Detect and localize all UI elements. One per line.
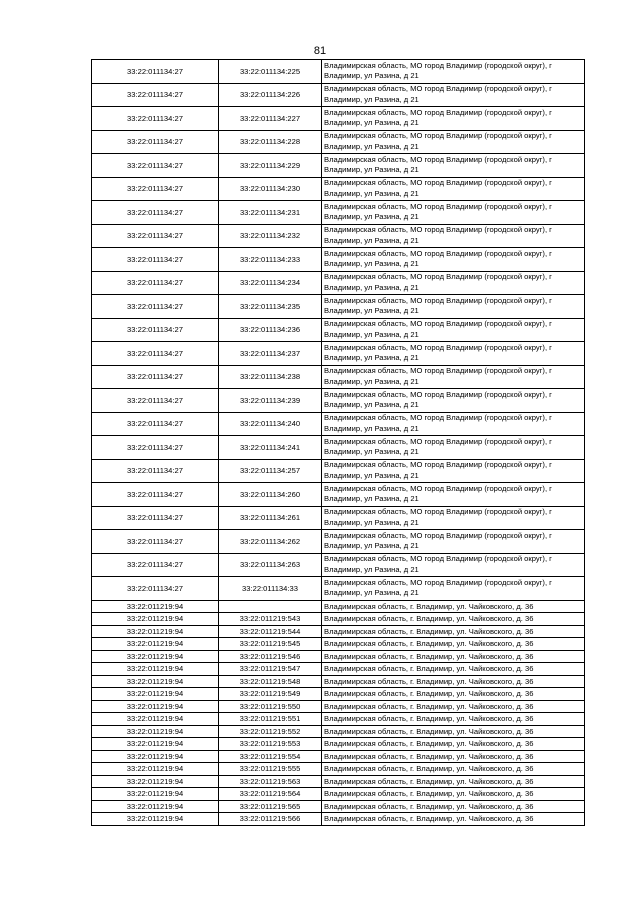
address-cell: Владимирская область, г. Владимир, ул. Чайковского, д. 36 (322, 800, 585, 813)
address-cell: Владимирская область, г. Владимир, ул. Чайковского, д. 36 (322, 663, 585, 676)
address-cell: Владимирская область, МО город Владимир (городской округ), г Владимир, ул Разина, д 21 (322, 60, 585, 84)
object-number-cell: 33:22:011134:232 (219, 224, 322, 248)
table-row (92, 813, 585, 826)
object-number-cell: 33:22:011134:229 (219, 154, 322, 178)
table-row (92, 688, 585, 701)
object-number-cell: 33:22:011219:547 (219, 663, 322, 676)
parcel-number-cell: 33:22:011134:27 (92, 412, 219, 436)
object-number-cell: 33:22:011134:236 (219, 318, 322, 342)
object-number-cell: 33:22:011219:564 (219, 788, 322, 801)
parcel-number-cell: 33:22:011134:27 (92, 177, 219, 201)
table-row (92, 365, 585, 389)
table-row (92, 177, 585, 201)
object-number-cell: 33:22:011134:241 (219, 436, 322, 460)
address-cell: Владимирская область, МО город Владимир (городской округ), г Владимир, ул Разина, д 21 (322, 154, 585, 178)
parcel-number-cell: 33:22:011134:27 (92, 577, 219, 601)
address-cell: Владимирская область, МО город Владимир (городской округ), г Владимир, ул Разина, д 21 (322, 224, 585, 248)
address-cell: Владимирская область, МО город Владимир (городской округ), г Владимир, ул Разина, д 21 (322, 506, 585, 530)
address-cell: Владимирская область, г. Владимир, ул. Чайковского, д. 36 (322, 625, 585, 638)
object-number-cell: 33:22:011134:228 (219, 130, 322, 154)
address-cell: Владимирская область, г. Владимир, ул. Чайковского, д. 36 (322, 675, 585, 688)
parcel-number-cell: 33:22:011134:27 (92, 271, 219, 295)
object-number-cell: 33:22:011134:238 (219, 365, 322, 389)
parcel-number-cell: 33:22:011134:27 (92, 342, 219, 366)
object-number-cell: 33:22:011134:231 (219, 201, 322, 225)
object-number-cell: 33:22:011134:235 (219, 295, 322, 319)
object-number-cell: 33:22:011219:566 (219, 813, 322, 826)
object-number-cell: 33:22:011219:548 (219, 675, 322, 688)
address-cell: Владимирская область, МО город Владимир (городской округ), г Владимир, ул Разина, д 21 (322, 295, 585, 319)
table-row (92, 788, 585, 801)
table-row (92, 342, 585, 366)
parcel-number-cell: 33:22:011134:27 (92, 224, 219, 248)
object-number-cell: 33:22:011134:261 (219, 506, 322, 530)
object-number-cell: 33:22:011219:565 (219, 800, 322, 813)
parcel-number-cell: 33:22:011219:94 (92, 725, 219, 738)
table-row (92, 271, 585, 295)
table-row (92, 638, 585, 651)
table-row (92, 663, 585, 676)
object-number-cell: 33:22:011219:549 (219, 688, 322, 701)
object-number-cell: 33:22:011219:546 (219, 650, 322, 663)
address-cell: Владимирская область, г. Владимир, ул. Чайковского, д. 36 (322, 775, 585, 788)
table-row (92, 248, 585, 272)
address-cell: Владимирская область, МО город Владимир (городской округ), г Владимир, ул Разина, д 21 (322, 248, 585, 272)
parcel-number-cell: 33:22:011134:27 (92, 318, 219, 342)
table-row (92, 130, 585, 154)
address-cell: Владимирская область, г. Владимир, ул. Чайковского, д. 36 (322, 650, 585, 663)
address-cell: Владимирская область, г. Владимир, ул. Чайковского, д. 36 (322, 700, 585, 713)
table-row (92, 60, 585, 84)
address-cell: Владимирская область, МО город Владимир (городской округ), г Владимир, ул Разина, д 21 (322, 389, 585, 413)
address-cell: Владимирская область, МО город Владимир (городской округ), г Владимир, ул Разина, д 21 (322, 177, 585, 201)
address-cell: Владимирская область, г. Владимир, ул. Чайковского, д. 36 (322, 613, 585, 626)
parcel-number-cell: 33:22:011219:94 (92, 750, 219, 763)
address-cell: Владимирская область, г. Владимир, ул. Чайковского, д. 36 (322, 813, 585, 826)
table-row (92, 530, 585, 554)
parcel-number-cell: 33:22:011134:27 (92, 107, 219, 131)
parcel-number-cell: 33:22:011219:94 (92, 663, 219, 676)
parcel-number-cell: 33:22:011219:94 (92, 700, 219, 713)
object-number-cell: 33:22:011134:227 (219, 107, 322, 131)
table-row (92, 800, 585, 813)
table-row (92, 506, 585, 530)
address-cell: Владимирская область, г. Владимир, ул. Чайковского, д. 36 (322, 750, 585, 763)
cadastral-table (91, 59, 585, 826)
table-row (92, 553, 585, 577)
parcel-number-cell: 33:22:011219:94 (92, 775, 219, 788)
parcel-number-cell: 33:22:011134:27 (92, 60, 219, 84)
parcel-number-cell: 33:22:011219:94 (92, 675, 219, 688)
table-row (92, 738, 585, 751)
table-row (92, 154, 585, 178)
parcel-number-cell: 33:22:011134:27 (92, 506, 219, 530)
table-row (92, 459, 585, 483)
address-cell: Владимирская область, МО город Владимир (городской округ), г Владимир, ул Разина, д 21 (322, 412, 585, 436)
address-cell: Владимирская область, МО город Владимир (городской округ), г Владимир, ул Разина, д 21 (322, 318, 585, 342)
parcel-number-cell: 33:22:011219:94 (92, 613, 219, 626)
parcel-number-cell: 33:22:011134:27 (92, 436, 219, 460)
table-row (92, 318, 585, 342)
table-row (92, 295, 585, 319)
parcel-number-cell: 33:22:011134:27 (92, 365, 219, 389)
object-number-cell: 33:22:011134:262 (219, 530, 322, 554)
table-row (92, 83, 585, 107)
table-row (92, 436, 585, 460)
address-cell: Владимирская область, МО город Владимир (городской округ), г Владимир, ул Разина, д 21 (322, 483, 585, 507)
parcel-number-cell: 33:22:011219:94 (92, 688, 219, 701)
object-number-cell: 33:22:011219:550 (219, 700, 322, 713)
object-number-cell: 33:22:011134:237 (219, 342, 322, 366)
address-cell: Владимирская область, г. Владимир, ул. Чайковского, д. 36 (322, 600, 585, 613)
address-cell: Владимирская область, г. Владимир, ул. Чайковского, д. 36 (322, 688, 585, 701)
address-cell: Владимирская область, г. Владимир, ул. Чайковского, д. 36 (322, 763, 585, 776)
object-number-cell: 33:22:011219:554 (219, 750, 322, 763)
table-row (92, 224, 585, 248)
object-number-cell: 33:22:011134:33 (219, 577, 322, 601)
object-number-cell: 33:22:011134:230 (219, 177, 322, 201)
parcel-number-cell: 33:22:011134:27 (92, 154, 219, 178)
table-row (92, 107, 585, 131)
object-number-cell: 33:22:011219:551 (219, 713, 322, 726)
table-row (92, 600, 585, 613)
table-row (92, 412, 585, 436)
table-row (92, 713, 585, 726)
address-cell: Владимирская область, г. Владимир, ул. Чайковского, д. 36 (322, 738, 585, 751)
table-row (92, 725, 585, 738)
address-cell: Владимирская область, МО город Владимир (городской округ), г Владимир, ул Разина, д 21 (322, 83, 585, 107)
object-number-cell: 33:22:011134:234 (219, 271, 322, 295)
address-cell: Владимирская область, МО город Владимир (городской округ), г Владимир, ул Разина, д 21 (322, 130, 585, 154)
address-cell: Владимирская область, МО город Владимир (городской округ), г Владимир, ул Разина, д 21 (322, 201, 585, 225)
parcel-number-cell: 33:22:011219:94 (92, 813, 219, 826)
address-cell: Владимирская область, МО город Владимир (городской округ), г Владимир, ул Разина, д 21 (322, 530, 585, 554)
page-number: 81 (313, 45, 327, 57)
parcel-number-cell: 33:22:011219:94 (92, 763, 219, 776)
parcel-number-cell: 33:22:011134:27 (92, 130, 219, 154)
table-row (92, 389, 585, 413)
parcel-number-cell: 33:22:011219:94 (92, 788, 219, 801)
parcel-number-cell: 33:22:011134:27 (92, 459, 219, 483)
object-number-cell: 33:22:011134:225 (219, 60, 322, 84)
address-cell: Владимирская область, МО город Владимир (городской округ), г Владимир, ул Разина, д 21 (322, 459, 585, 483)
table-row (92, 483, 585, 507)
parcel-number-cell: 33:22:011134:27 (92, 248, 219, 272)
table-row (92, 577, 585, 601)
address-cell: Владимирская область, МО город Владимир (городской округ), г Владимир, ул Разина, д 21 (322, 342, 585, 366)
parcel-number-cell: 33:22:011219:94 (92, 638, 219, 651)
table-row (92, 775, 585, 788)
address-cell: Владимирская область, МО город Владимир (городской округ), г Владимир, ул Разина, д 21 (322, 436, 585, 460)
parcel-number-cell: 33:22:011134:27 (92, 483, 219, 507)
parcel-number-cell: 33:22:011134:27 (92, 295, 219, 319)
table-row (92, 750, 585, 763)
parcel-number-cell: 33:22:011219:94 (92, 650, 219, 663)
object-number-cell: 33:22:011219:544 (219, 625, 322, 638)
object-number-cell: 33:22:011134:226 (219, 83, 322, 107)
parcel-number-cell: 33:22:011134:27 (92, 389, 219, 413)
table-row (92, 650, 585, 663)
object-number-cell: 33:22:011219:545 (219, 638, 322, 651)
object-number-cell: 33:22:011219:543 (219, 613, 322, 626)
address-cell: Владимирская область, МО город Владимир (городской округ), г Владимир, ул Разина, д 21 (322, 365, 585, 389)
parcel-number-cell: 33:22:011219:94 (92, 600, 219, 613)
object-number-cell: 33:22:011134:263 (219, 553, 322, 577)
address-cell: Владимирская область, МО город Владимир (городской округ), г Владимир, ул Разина, д 21 (322, 577, 585, 601)
object-number-cell: 33:22:011134:260 (219, 483, 322, 507)
parcel-number-cell: 33:22:011134:27 (92, 553, 219, 577)
parcel-number-cell: 33:22:011134:27 (92, 83, 219, 107)
table-row (92, 700, 585, 713)
object-number-cell: 33:22:011219:552 (219, 725, 322, 738)
parcel-number-cell: 33:22:011219:94 (92, 713, 219, 726)
object-number-cell: 33:22:011134:233 (219, 248, 322, 272)
address-cell: Владимирская область, МО город Владимир (городской округ), г Владимир, ул Разина, д 21 (322, 271, 585, 295)
parcel-number-cell: 33:22:011219:94 (92, 800, 219, 813)
table-row (92, 613, 585, 626)
table-row (92, 675, 585, 688)
table-row (92, 763, 585, 776)
table-row (92, 625, 585, 638)
object-number-cell: 33:22:011219:555 (219, 763, 322, 776)
object-number-cell: 33:22:011134:239 (219, 389, 322, 413)
address-cell: Владимирская область, МО город Владимир (городской округ), г Владимир, ул Разина, д 21 (322, 553, 585, 577)
address-cell: Владимирская область, МО город Владимир (городской округ), г Владимир, ул Разина, д 21 (322, 107, 585, 131)
address-cell: Владимирская область, г. Владимир, ул. Чайковского, д. 36 (322, 725, 585, 738)
object-number-cell: 33:22:011219:553 (219, 738, 322, 751)
address-cell: Владимирская область, г. Владимир, ул. Чайковского, д. 36 (322, 788, 585, 801)
object-number-cell: 33:22:011134:257 (219, 459, 322, 483)
parcel-number-cell: 33:22:011219:94 (92, 738, 219, 751)
parcel-number-cell: 33:22:011134:27 (92, 201, 219, 225)
address-cell: Владимирская область, г. Владимир, ул. Чайковского, д. 36 (322, 713, 585, 726)
parcel-number-cell: 33:22:011134:27 (92, 530, 219, 554)
object-number-cell: 33:22:011134:240 (219, 412, 322, 436)
object-number-cell (219, 600, 322, 613)
address-cell: Владимирская область, г. Владимир, ул. Чайковского, д. 36 (322, 638, 585, 651)
table-row (92, 201, 585, 225)
object-number-cell: 33:22:011219:563 (219, 775, 322, 788)
parcel-number-cell: 33:22:011219:94 (92, 625, 219, 638)
